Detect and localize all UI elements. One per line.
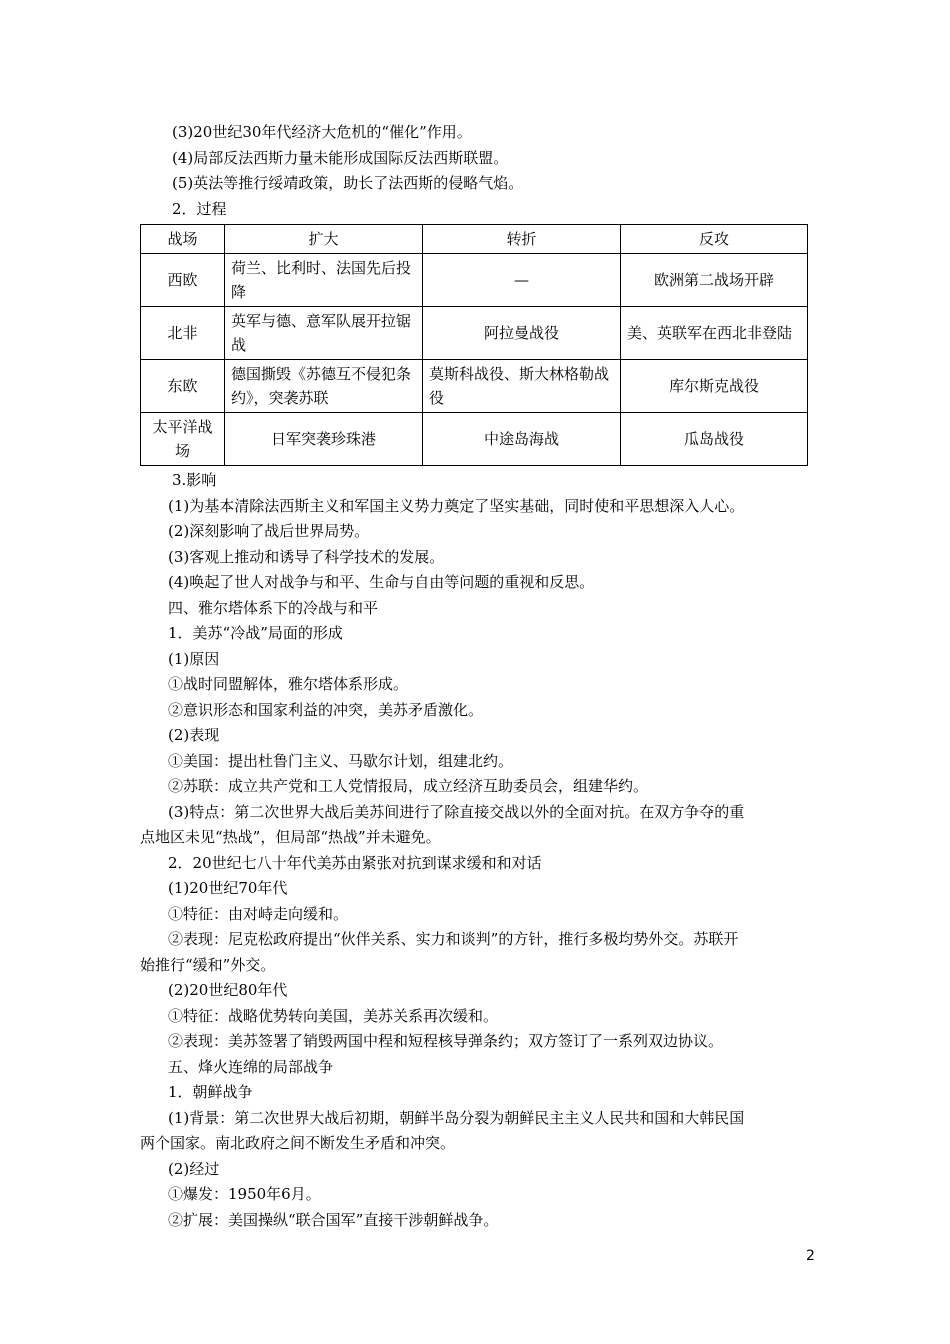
features-line-1: (3)特点：第二次世界大战后美苏间进行了除直接交战以外的全面对抗。在双方争夺的重 — [168, 802, 745, 821]
cause-4: (4)局部反法西斯力量未能形成国际反法西斯联盟。 — [172, 148, 509, 167]
battle-process-table — [140, 224, 808, 466]
course-outbreak: ①爆发：1950年6月。 — [168, 1185, 321, 1203]
expansion-cell: 日军突袭珍珠港 — [225, 413, 423, 466]
turning-point-cell: 莫斯科战役、斯大林格勒战役 — [423, 360, 621, 413]
page-number: 2 — [806, 1248, 815, 1264]
manifestation-ussr: ②苏联：成立共产党和工人党情报局，成立经济互助委员会，组建华约。 — [168, 777, 649, 795]
counterattack-cell: 库尔斯克战役 — [621, 360, 808, 413]
cause-5: (5)英法等推行绥靖政策，助长了法西斯的侵略气焰。 — [172, 174, 524, 192]
cause-3: (3)20世纪30年代经济大危机的“催化”作用。 — [172, 123, 472, 141]
cold-war-formation-heading: 1．美苏“冷战”局面的形成 — [168, 624, 343, 642]
manifestation-usa: ①美国：提出杜鲁门主义、马歇尔计划，组建北约。 — [168, 751, 514, 770]
impact-3: (3)客观上推动和诱导了科学技术的发展。 — [168, 547, 445, 566]
cause-item-2: ②意识形态和国家利益的冲突，美苏矛盾激化。 — [168, 700, 484, 719]
manifestation-heading: (2)表现 — [168, 726, 220, 744]
eighties-feature: ①特征：战略优势转向美国，美苏关系再次缓和。 — [168, 1006, 499, 1025]
background-line-2: 两个国家。南北政府之间不断发生矛盾和冲突。 — [140, 1134, 456, 1152]
theater-cell: 东欧 — [141, 360, 225, 413]
background-line-1: (1)背景：第二次世界大战后初期，朝鲜半岛分裂为朝鲜民主主义人民共和国和大韩民国 — [168, 1108, 745, 1127]
table-row — [141, 360, 808, 413]
detente-heading: 2．20世纪七八十年代美苏由紧张对抗到谋求缓和和对话 — [168, 853, 542, 872]
theater-cell: 西欧 — [141, 254, 225, 307]
cause-item-1: ①战时同盟解体，雅尔塔体系形成。 — [168, 675, 409, 693]
turning-point-cell: 中途岛海战 — [423, 413, 621, 466]
table-row — [141, 307, 808, 360]
causes-heading: (1)原因 — [168, 649, 220, 668]
section-five-heading: 五、烽火连绵的局部战争 — [168, 1057, 334, 1076]
eighties-manifestation: ②表现：美苏签署了销毁两国中程和短程核导弹条约；双方签订了一系列双边协议。 — [168, 1032, 724, 1050]
impact-1: (1)为基本清除法西斯主义和军国主义势力奠定了坚实基础，同时使和平思想深入人心。 — [168, 496, 745, 515]
features-line-2: 点地区未见“热战”，但局部“热战”并未避免。 — [140, 828, 441, 846]
course-expansion: ②扩展：美国操纵“联合国军”直接干涉朝鲜战争。 — [168, 1210, 499, 1229]
header-expansion: 扩大 — [225, 225, 423, 254]
counterattack-cell: 美、英联军在西北非登陆 — [621, 307, 808, 360]
table-row — [141, 254, 808, 307]
section-process-heading: 2．过程 — [172, 199, 227, 218]
header-turning-point: 转折 — [423, 225, 621, 254]
seventies-feature: ①特征：由对峙走向缓和。 — [168, 904, 349, 923]
turning-point-cell: — — [423, 254, 621, 307]
impact-2: (2)深刻影响了战后世界局势。 — [168, 522, 370, 540]
korean-war-heading: 1．朝鲜战争 — [168, 1083, 253, 1101]
expansion-cell: 德国撕毁《苏德互不侵犯条约》，突袭苏联 — [225, 360, 423, 413]
expansion-cell: 英军与德、意军队展开拉锯战 — [225, 307, 423, 360]
course-heading: (2)经过 — [168, 1159, 220, 1178]
seventies-manifestation-line-1: ②表现：尼克松政府提出“伙伴关系、实力和谈判”的方针，推行多极均势外交。苏联开 — [168, 930, 739, 948]
section-impact-heading: 3.影响 — [172, 471, 217, 489]
seventies-heading: (1)20世纪70年代 — [168, 879, 288, 897]
seventies-manifestation-line-2: 始推行“缓和”外交。 — [140, 955, 276, 974]
theater-cell: 太平洋战场 — [141, 413, 225, 466]
table-header-row — [141, 225, 808, 254]
theater-cell: 北非 — [141, 307, 225, 360]
document-body — [140, 120, 815, 1233]
header-counterattack: 反攻 — [621, 225, 808, 254]
header-theater: 战场 — [141, 225, 225, 254]
counterattack-cell: 欧洲第二战场开辟 — [621, 254, 808, 307]
impact-4: (4)唤起了世人对战争与和平、生命与自由等问题的重视和反思。 — [168, 573, 595, 591]
turning-point-cell: 阿拉曼战役 — [423, 307, 621, 360]
eighties-heading: (2)20世纪80年代 — [168, 981, 288, 999]
table-row — [141, 413, 808, 466]
expansion-cell: 荷兰、比利时、法国先后投降 — [225, 254, 423, 307]
section-four-heading: 四、雅尔塔体系下的冷战与和平 — [168, 598, 379, 617]
counterattack-cell: 瓜岛战役 — [621, 413, 808, 466]
